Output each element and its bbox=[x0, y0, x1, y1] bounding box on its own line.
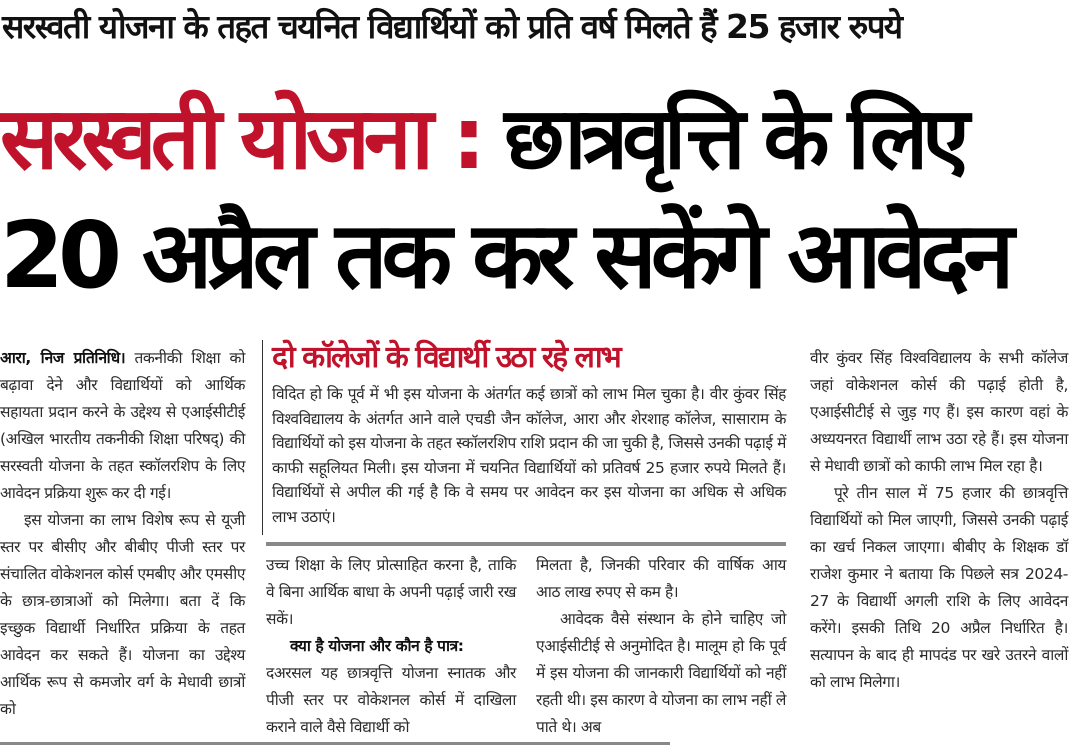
article-column-1 bbox=[0, 345, 245, 723]
bottom-rule bbox=[0, 742, 670, 745]
column-3-para-2: आवेदक वैसे संस्थान के होने चाहिए जो एआईसीटीई से अनुमोदित है। मालूम हो कि पूर्व में इस योजना की जानकारी विद्यार्थियों को नहीं रहती थी। इस कारण वे योजना का लाभ नहीं ले पाते थे। अब bbox=[536, 610, 786, 736]
box-title: दो कॉलेजों के विद्यार्थी उठा रहे लाभ bbox=[272, 340, 620, 375]
dateline: आरा, निज प्रतिनिधि। bbox=[0, 349, 126, 367]
article-column-4 bbox=[810, 345, 1068, 696]
column-2-para-2: दअरसल यह छात्रवृत्ति योजना स्नातक और पीजी स्तर पर वोकेशनल कोर्स में दाखिला कराने वाले वैसे विद्यार्थी को bbox=[266, 664, 516, 736]
column-1-para-2: इस योजना का लाभ विशेष रूप से यूजी स्तर पर बीसीए और बीबीए पीजी स्तर पर संचालित वोकेशनल कोर्स एमबीए और एमसीए के छात्र-छात्राओं को मिलेगा। बता दें कि इच्छुक विद्यार्थी निर्धारित प्रक्रिया के तहत आवेदन कर सकते हैं। योजना का उद्देश्य आर्थिक रूप से कमजोर वर्ग के मेधावी छात्रों को bbox=[0, 511, 245, 718]
headline-red-part: सरस्वती योजना : bbox=[0, 89, 505, 189]
box-bottom-rule bbox=[266, 542, 786, 546]
column-4-para-1: वीर कुंवर सिंह विश्वविद्यालय के सभी कॉलेज जहां वोकेशनल कोर्स की पढ़ाई होती है, एआईसीटीई से जुड़ गए हैं। इस कारण वहां के अध्ययनरत विद्यार्थी लाभ उठा रहे हैं। इस योजना से मेधावी छात्रों को काफी लाभ मिल रहा है। bbox=[810, 349, 1068, 475]
column-divider bbox=[262, 340, 263, 535]
headline-line-1 bbox=[0, 89, 1080, 189]
headline-line-2: 20 अप्रैल तक कर सकेंगे आवेदन bbox=[0, 202, 1009, 309]
article-column-3 bbox=[536, 552, 786, 741]
article-column-2 bbox=[266, 552, 516, 741]
column-2-subhead: क्या है योजना और कौन है पात्र: bbox=[290, 637, 464, 655]
column-2-para-1: उच्च शिक्षा के लिए प्रोत्साहित करना है, ताकि वे बिना आर्थिक बाधा के अपनी पढ़ाई जारी रख सकें। bbox=[266, 556, 517, 628]
column-3-para-1: मिलता है, जिनकी परिवार की वार्षिक आय आठ लाख रुपए से कम है। bbox=[536, 556, 786, 601]
box-body: विदित हो कि पूर्व में भी इस योजना के अंतर्गत कई छात्रों को लाभ मिल चुका है। वीर कुंवर सिंह विश्वविद्यालय के अंतर्गत आने वाले एचडी जैन कॉलेज, आरा और शेरशाह कॉलेज, सासाराम के विद्यार्थियों को इस योजना के तहत स्कॉलरशिप राशि प्रदान की जा चुकी है, जिससे उनकी पढ़ाई में काफी सहूलियत मिली। इस योजना में चयनित विद्यार्थियों को प्रतिवर्ष 25 हजार रुपये मिलते हैं। विद्यार्थियों से अपील की गई है कि वे समय पर आवेदन कर इस योजना का अधिक से अधिक लाभ उठाएं। bbox=[272, 385, 786, 526]
column-1-para-1: आरा, निज प्रतिनिधि। तकनीकी शिक्षा को बढ़ावा देने और विद्यार्थियों को आर्थिक सहायता प्रदान करने के उद्देश्य से एआईसीटीई (अखिल भारतीय तकनीकी शिक्षा परिषद्) की सरस्वती योजना के तहत स्कॉलरशिप के लिए आवेदन प्रक्रिया शुरू कर दी गई। bbox=[0, 349, 245, 502]
sidebar-box bbox=[266, 338, 786, 538]
kicker-subheadline: सरस्वती योजना के तहत चयनित विद्यार्थियों को प्रति वर्ष मिलते हैं 25 हजार रुपये bbox=[2, 7, 902, 46]
headline-black-part: छात्रवृत्ति के लिए bbox=[504, 89, 964, 189]
column-4-para-2: पूरे तीन साल में 75 हजार की छात्रवृत्ति विद्यार्थियों को मिल जाएगी, जिससे उनकी पढ़ाई का खर्च निकल जाएगा। बीबीए के शिक्षक डॉ राजेश कुमार ने बताया कि पिछले सत्र 2024-27 के विद्यार्थी अगली राशि के लिए आवेदन करेंगे। इसकी तिथि 20 अप्रैल निर्धारित है। सत्यापन के बाद ही मापदंड पर खरे उतरने वालों को लाभ मिलेगा। bbox=[810, 484, 1068, 691]
